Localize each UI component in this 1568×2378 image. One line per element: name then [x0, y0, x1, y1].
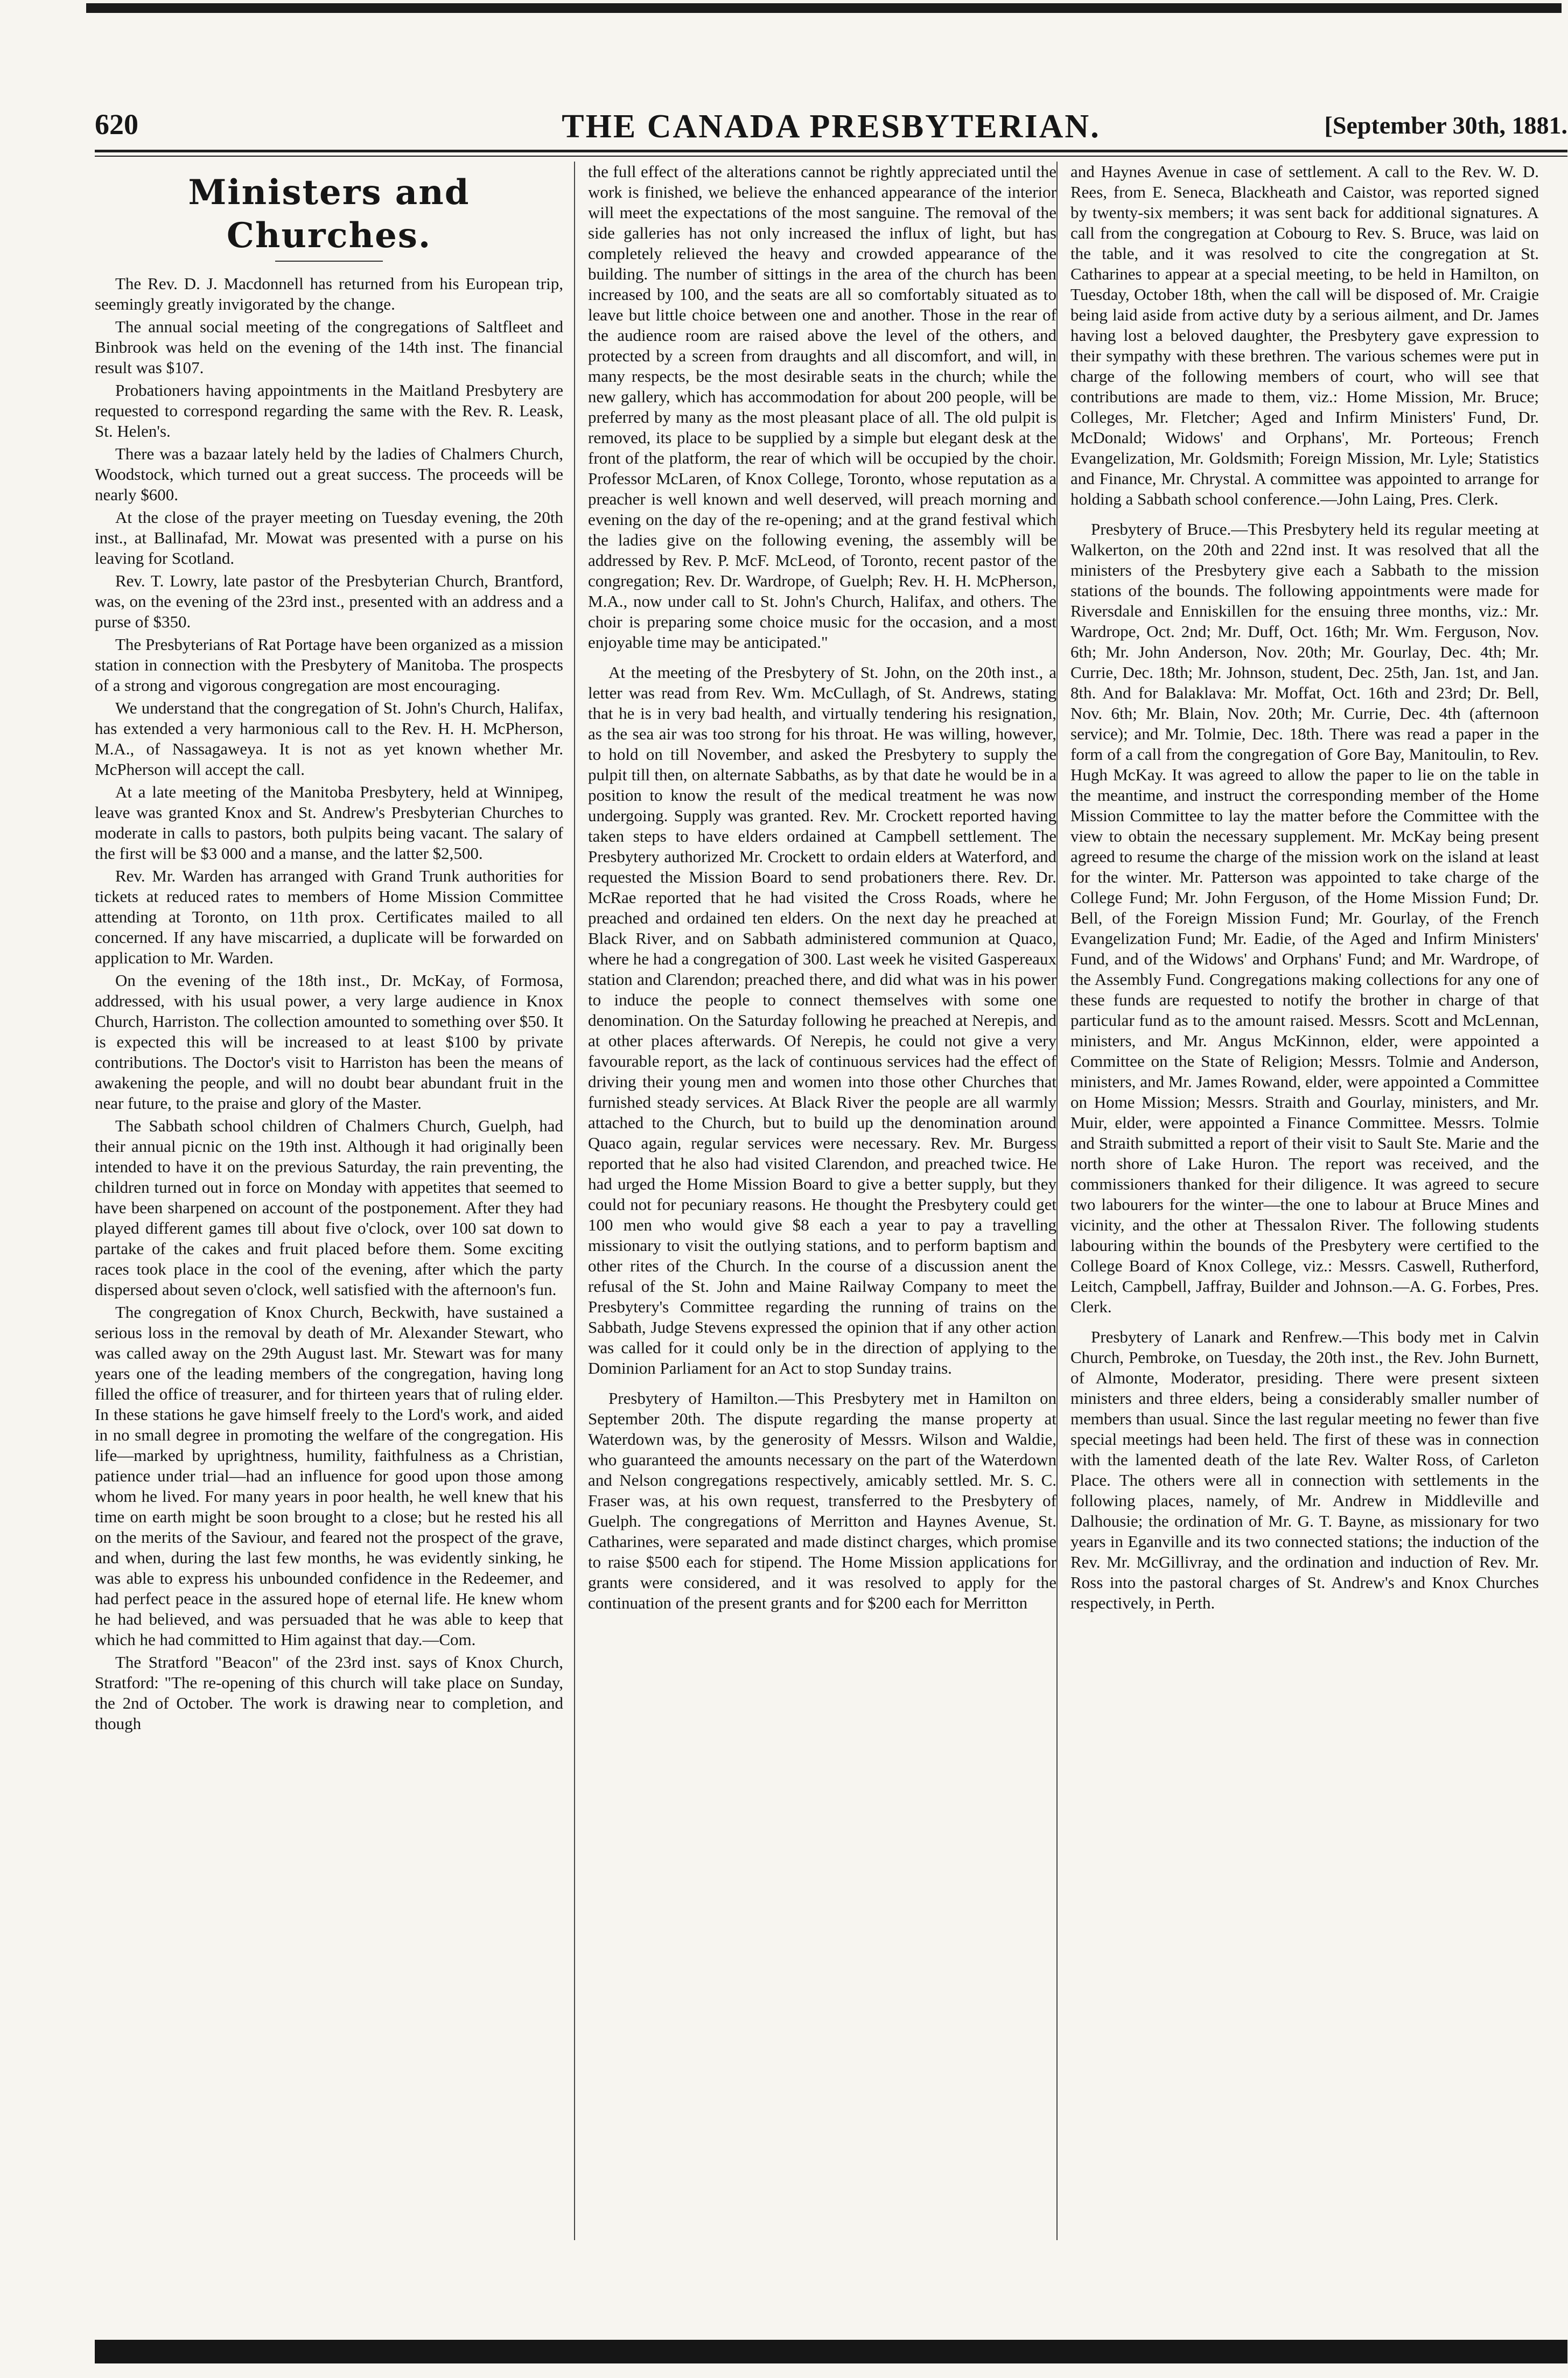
column-divider [574, 162, 575, 2240]
presbytery-notice: Presbytery of Hamilton.—This Presbytery met in Hamilton on September 20th. The dispute regarding the manse property at Waterdown was, by the generosity of Messrs. Wilson and Waldie, who guaranteed the amounts necessary on the part of the Waterdown and Nelson congregations respectively, amicably settled. Mr. S. C. Fraser was, at his own request, transferred to the Presbytery of Guelph. The congregations of Merritton and Haynes Avenue, St. Catharines, were separated and made distinct charges, which promise to raise $500 each for stipend. The Home Mission applications for grants were considered, and it was resolved to apply for the continuation of the present grants and for $200 each for Merritton [588, 1389, 1056, 1612]
running-title: THE CANADA PRESBYTERIAN. [562, 108, 1101, 145]
news-item: The Sabbath school children of Chalmers Church, Guelph, had their annual picnic on the 19th inst. Although it had originally been intended to have it on the previous Saturday, the rain preventing, the children turned out in force on Monday with appetites that seemed to have been sharpened on account of the postponement. After they had played different games till about five o'clock, over 100 sat down to partake of the cakes and fruit placed before them. Some exciting races took place in the cool of the evening, after which the party dispersed about seven o'clock, well satisfied with the afternoon's fun. [95, 1116, 563, 1299]
news-item: At the meeting of the Presbytery of St. John, on the 20th inst., a letter was read from Rev. Wm. McCullagh, of St. Andrews, stating that he is in very bad health, and virtually tendering his resignation, as the sea air was too strong for his throat. He was willing, however, to hold on till November, and asked the Presbytery to supply the pulpit till then, on alternate Sabbaths, as by that date he would be in a position to know the result of the medical treatment he was now undergoing. Supply was granted. Rev. Mr. Crockett reported having taken steps to have elders ordained at Campbell settlement. The Presbytery authorized Mr. Crockett to ordain elders at Waterford, and requested the Mission Board to send probationers there. Rev. Dr. McRae reported that he had visited the Cross Roads, where he preached and ordained ten elders. On the next day he preached at Black River, and on Sabbath administered communion at Quaco, where he had a congregation of 300. Last week he visited Gaspereaux station and Clarendon; preached there, and did what was in his power to induce the people to connect themselves with some one denomination. On the Saturday following he preached at Nerepis, and at other places afterwards. Of Nerepis, he could not give a very favourable report, as the lack of continuous services had the effect of driving their young men and women into those other Churches that furnished steady services. At Black River the people are all warmly attached to the Church, but to build up the denomination around Quaco again, regular services were necessary. Rev. Mr. Burgess reported that he also had visited Clarendon, and preached twice. He had urged the Home Mission Board to give a better supply, but they could not for pecuniary reasons. He thought the Presbytery could get 100 men who would give $8 each a year to pay a travelling missionary to visit the outlying stations, and to perform baptism and other rites of the Church. In the course of a discussion anent the refusal of the St. John and Maine Railway Company to meet the Presbytery's Committee regarding the running of trains on the Sabbath, Judge Stevens expressed the opinion that if any other action was called for it could only be in the direction of applying to the Dominion Parliament for an Act to stop Sunday trains. [588, 663, 1056, 1377]
news-item: Probationers having appointments in the Maitland Presbytery are requested to correspond regarding the same with the Rev. R. Leask, St. Helen's. [95, 381, 563, 440]
news-item: On the evening of the 18th inst., Dr. McKay, of Formosa, addressed, with his usual power, a very large audience in Knox Church, Harriston. The collection amounted to something over $50. It is expected this will be increased to at least $100 by private contributions. The Doctor's visit to Harriston has been the means of awakening the people, and will no doubt bear abundant fruit in the near future, to the praise and glory of the Master. [95, 971, 563, 1113]
news-item: At the close of the prayer meeting on Tuesday evening, the 20th inst., at Ballinafad, Mr. Mowat was presented with a purse on his leaving for Scotland. [95, 508, 563, 568]
news-item: Rev. T. Lowry, late pastor of the Presbyterian Church, Brantford, was, on the evening of the 23rd inst., presented with an address and a purse of $350. [95, 571, 563, 631]
presbytery-notice-continued: and Haynes Avenue in case of settlement. A call to the Rev. W. D. Rees, from E. Seneca, Blackheath and Caistor, was reported signed by twenty-six members; it was sent back for additional signatures. A call from the congregation at Cobourg to Rev. S. Bruce, was laid on the table, and it was resolved to cite the congregation at St. Catharines to appear at a special meeting, to be held in Hamilton, on Tuesday, October 18th, when the call will be disposed of. Mr. Craigie being laid aside from active duty by a serious ailment, and Dr. James having lost a beloved daughter, the Presbytery gave expression to their sympathy with these brethren. The various schemes were put in charge of the following members of court, who will see that contributions are made to them, viz.: Home Mission, Mr. Bruce; Colleges, Mr. Fletcher; Aged and Infirm Ministers' Fund, Dr. McDonald; Widows' and Orphans', Mr. Porteous; French Evangelization, Mr. Goldsmith; Foreign Mission, Mr. Lyle; Statistics and Finance, Mr. Chrystal. A committee was appointed to arrange for holding a Sabbath school conference.—John Laing, Pres. Clerk. [1070, 162, 1539, 508]
news-item: Rev. Mr. Warden has arranged with Grand Trunk authorities for tickets at reduced rates to members of Home Mission Committee attending at Toronto, on 11th prox. Certificates mailed to all concerned. If any have miscarried, a duplicate will be forwarded on application to Mr. Warden. [95, 866, 563, 967]
news-item: At a late meeting of the Manitoba Presbytery, held at Winnipeg, leave was granted Knox and St. Andrew's Presbyterian Churches to moderate in calls to pastors, both pulpits being vacant. The salary of the first will be $3 000 and a manse, and the latter $2,500. [95, 782, 563, 863]
bottom-border-rule [95, 2340, 1567, 2363]
page-number: 620 [95, 108, 138, 141]
column-divider [1056, 162, 1058, 2240]
column-1 [95, 162, 563, 2240]
column-3 [1070, 162, 1539, 2240]
news-item-continued: the full effect of the alterations cannot be rightly appreciated until the work is finished, we believe the enhanced appearance of the interior will meet the expectations of the most sanguine. The removal of the side galleries has not only increased the influx of light, but has completely relieved the heavy and crowded appearance of the building. The number of sittings in the area of the church has been increased by 100, and the seats are all so comfortably situated as to leave but little choice between one and another. Those in the rear of the audience room are raised above the level of the others, and protected by a screen from draughts and all discomfort, and will, in many respects, be the most desirable seats in the church; while the new gallery, which has accommodation for about 200 people, will be preferred by many as the most pleasant place of all. The old pulpit is removed, its place to be supplied by a simple but elegant desk at the front of the platform, the rear of which will be occupied by the choir. Professor McLaren, of Knox College, Toronto, whose reputation as a preacher is well known and well deserved, will preach morning and evening on the day of the re-opening; and at the grand festival which the ladies give on the following evening, the assembly will be addressed by Rev. P. McF. McLeod, of Toronto, recent pastor of the congregation; Rev. Dr. Wardrope, of Guelph; Rev. H. H. McPherson, M.A., now under call to St. John's Church, Halifax, and others. The choir is preparing some choice music for the occasion, and a most enjoyable time may be anticipated." [588, 162, 1056, 652]
news-item: The annual social meeting of the congregations of Saltfleet and Binbrook was held on the evening of the 14th inst. The financial result was $107. [95, 317, 563, 377]
news-item: We understand that the congregation of St. John's Church, Halifax, has extended a very harmonious call to the Rev. H. H. McPherson, M.A., of Nassagaweya. It is not as yet known whether Mr. McPherson will accept the call. [95, 698, 563, 779]
presbytery-notice: Presbytery of Lanark and Renfrew.—This body met in Calvin Church, Pembroke, on Tuesday, the 20th inst., the Rev. John Burnett, of Almonte, Moderator, presiding. There were present sixteen ministers and three elders, being a considerably smaller number of members than usual. Since the last regular meeting no fewer than five special meetings had been held. The first of these was in connection with the lamented death of the late Rev. Walter Ross, of Carleton Place. The others were all in connection with settlements in the following places, namely, of Mr. Andrew in Middleville and Dalhousie; the ordination of Mr. G. T. Bayne, as missionary for two years in Eganville and its two connected stations; the induction of the Rev. Mr. McGillivray, and the ordination and induction of Rev. Mr. Ross into the pastoral charges of St. Andrew's and Knox Churches respectively, in Perth. [1070, 1327, 1539, 1612]
column-2 [588, 162, 1056, 2240]
issue-date: [September 30th, 1881. [1324, 111, 1567, 139]
section-heading-rule [275, 261, 383, 262]
news-item: The congregation of Knox Church, Beckwith, have sustained a serious loss in the removal by death of Mr. Alexander Stewart, who was called away on the 29th August last. Mr. Stewart was for many years one of the leading members of the congregation, having long filled the office of treasurer, and for thirteen years that of ruling elder. In these stations he gave himself freely to the Lord's work, and aided in no small degree in promoting the welfare of the congregation. His life—marked by uprightness, humility, faithfulness as a Christian, patience under trial—had an influence for good upon those among whom he lived. For many years in poor health, he well knew that his time on earth might be soon brought to a close; but he rested his all on the merits of the Saviour, and feared not the prospect of the grave, and when, during the last few months, he was evidently sinking, he was able to express his unbounded confidence in the Redeemer, and had perfect peace in the assured hope of eternal life. He knew whom he had believed, and was persuaded that he was able to keep that which he had committed to Him against that day.—Com. [95, 1303, 563, 1649]
news-item: The Stratford "Beacon" of the 23rd inst. says of Knox Church, Stratford: "The re-opening of this church will take place on Sunday, the 2nd of October. The work is drawing near to completion, and though [95, 1653, 563, 1733]
news-item: The Rev. D. J. Macdonnell has returned from his European trip, seemingly greatly invigorated by the change. [95, 274, 563, 313]
presbytery-notice: Presbytery of Bruce.—This Presbytery held its regular meeting at Walkerton, on the 20th and 22nd inst. It was resolved that all the ministers of the Presbytery give each a Sabbath to the mission stations of the bounds. The following appointments were made for Riversdale and Enniskillen for the ensuing three months, viz.: Mr. Wardrope, Oct. 2nd; Mr. Duff, Oct. 16th; Mr. Wm. Ferguson, Nov. 6th; Mr. John Anderson, Nov. 20th; Mr. Gourlay, Dec. 4th; Mr. Currie, Dec. 18th; Mr. Johnson, student, Dec. 25th, Jan. 1st, and Jan. 8th. And for Balaklava: Mr. Moffat, Oct. 16th and 23rd; Dr. Bell, Nov. 6th; Mr. Blain, Nov. 20th; Mr. Currie, Dec. 4th (afternoon service); and Mr. Tolmie, Dec. 18th. There was read a paper in the form of a call from the congregation of Gore Bay, Manitoulin, to Rev. Hugh McKay. It was agreed to allow the paper to lie on the table in the meantime, and instruct the corresponding member of the Home Mission Committee to lay the matter before the Committee with the view to obtain the necessary supplement. Mr. McKay being present agreed to resume the charge of the mission work on the island at least for the winter. Mr. Patterson was appointed to take charge of the College Fund; Mr. John Ferguson, of the Home Mission Fund; Dr. Bell, of the Foreign Mission Fund; Mr. Gourlay, of the French Evangelization Fund; Mr. Eadie, of the Aged and Infirm Ministers' Fund, and of the Widows' and Orphans' Fund; and Mr. Wardrope, of the Assembly Fund. Congregations making collections for any one of these funds are requested to notify the brother in charge of that particular fund as to the amount raised. Messrs. Scott and McLennan, ministers, and Mr. Angus McKinnon, elder, were appointed a Committee on the State of Religion; Messrs. Tolmie and Anderson, ministers, and Mr. James Rowand, elder, were appointed a Committee on Home Mission; Messrs. Straith and Gourlay, ministers, and Mr. Muir, elder, were appointed a Finance Committee. Messrs. Tolmie and Straith submitted a report of their visit to Sault Ste. Marie and the north shore of Lake Huron. The report was received, and the commissioners thanked for their diligence. It was agreed to secure two labourers for the winter—the one to labour at Bruce Mines and vicinity, and the other at Thessalon River. The following students labouring within the bounds of the Presbytery were certified to the College Board of Knox College, viz.: Messrs. Caswell, Rutherford, Leitch, Campbell, Jaffray, Builder and Johnson.—A. G. Forbes, Pres. Clerk. [1070, 520, 1539, 1316]
top-border-rule [86, 3, 1562, 13]
page-header [95, 108, 1567, 145]
news-item: The Presbyterians of Rat Portage have been organized as a mission station in connection with the Presbytery of Manitoba. The prospects of a strong and vigorous congregation are most encouraging. [95, 635, 563, 695]
header-rule-thin [95, 156, 1567, 157]
header-rule-thick [95, 150, 1567, 152]
section-heading: Ministers and Churches. [188, 172, 470, 256]
news-item: There was a bazaar lately held by the ladies of Chalmers Church, Woodstock, which turned out a great success. The proceeds will be nearly $600. [95, 444, 563, 504]
